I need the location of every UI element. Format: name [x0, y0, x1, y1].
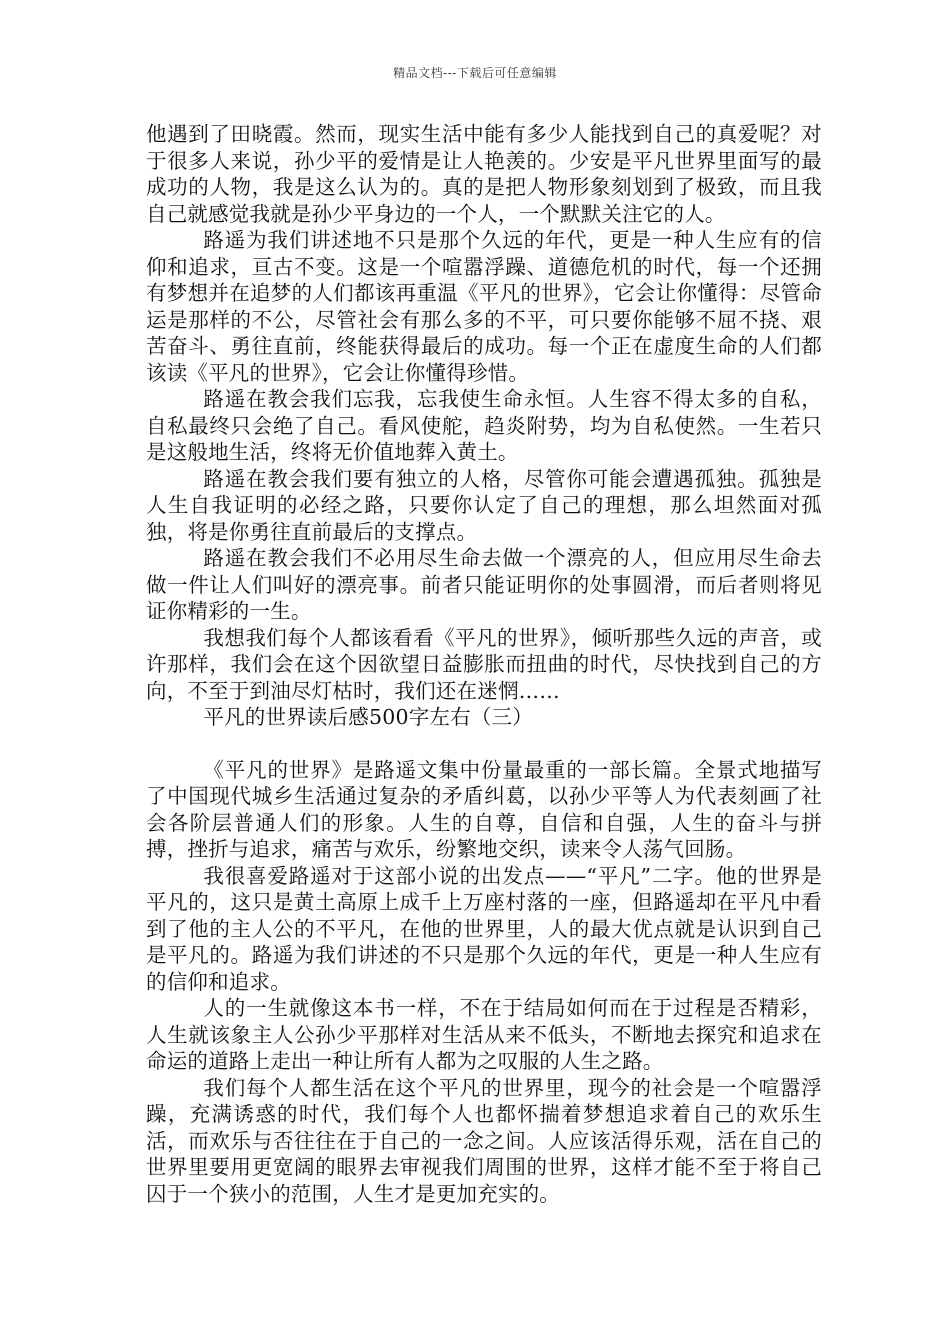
page-header: 精品文档---下载后可任意编辑: [393, 66, 557, 80]
paragraph: 路遥在教会我们不必用尽生命去做一个漂亮的人，但应用尽生命去做一件让人们叫好的漂亮事。前者只能证明你的处事圆滑，而后者则将见证你精彩的一生。: [146, 546, 822, 623]
document-body: [146, 121, 822, 1207]
paragraph: 路遥为我们讲述地不只是那个久远的年代，更是一种人生应有的信仰和追求，亘古不变。这是一个喧嚣浮躁、道德危机的时代，每一个还拥有梦想并在追梦的人们都该再重温《平凡的世界》，它会让你懂得：尽管命运是那样的不公，尽管社会有那么多的不平，可只要你能够不屈不挠、艰苦奋斗、勇往直前，终能获得最后的成功。每一个正在虚度生命的人们都该读《平凡的世界》，它会让你懂得珍惜。: [146, 228, 822, 385]
paragraph: 我们每个人都生活在这个平凡的世界里，现今的社会是一个喧嚣浮躁，充满诱惑的时代，我们每个人也都怀揣着梦想追求着自己的欢乐生活，而欢乐与否往往在于自己的一念之间。人应该活得乐观，活在自己的世界里要用更宽阔的眼界去审视我们周围的世界，这样才能不至于将自己囚于一个狭小的范围，人生才是更加充实的。: [146, 1075, 822, 1206]
section-title: 平凡的世界读后感500字左右（三）: [203, 705, 533, 729]
paragraph: 《平凡的世界》是路遥文集中份量最重的一部长篇。全景式地描写了中国现代城乡生活通过复杂的矛盾纠葛，以孙少平等人为代表刻画了社会各阶层普通人们的形象。人生的自尊，自信和自强，人生的奋斗与拼搏，挫折与追求，痛苦与欢乐，纷繁地交织，读来令人荡气回肠。: [146, 757, 822, 861]
paragraph: 人的一生就像这本书一样，不在于结局如何而在于过程是否精彩，人生就该象主人公孙少平那样对生活从来不低头，不断地去探究和追求在命运的道路上走出一种让所有人都为之叹服的人生之路。: [146, 996, 822, 1073]
paragraph: 我很喜爱路遥对于这部小说的出发点——“平凡”二字。他的世界是平凡的，这只是黄土高原上成千上万座村落的一座，但路遥却在平凡中看到了他的主人公的不平凡，在他的世界里，人的最大优点就是认识到自己是平凡的。路遥为我们讲述的不只是那个久远的年代，更是一种人生应有的信仰和追求。: [146, 863, 822, 994]
paragraph: 路遥在教会我们要有独立的人格，尽管你可能会遭遇孤独。孤独是人生自我证明的必经之路，只要你认定了自己的理想，那么坦然面对孤独，将是你勇往直前最后的支撑点。: [146, 466, 822, 544]
paragraph: 他遇到了田晓霞。然而，现实生活中能有多少人能找到自己的真爱呢？对于很多人来说，孙少平的爱情是让人艳羡的。少安是平凡世界里面写的最成功的人物，我是这么认为的。真的是把人物形象刻划到了极致，而且我自己就感觉我就是孙少平身边的一个人，一个默默关注它的人。: [146, 122, 822, 226]
paragraph: 路遥在教会我们忘我，忘我使生命永恒。人生容不得太多的自私，自私最终只会绝了自己。看风使舵，趋炎附势，均为自私使然。一生若只是这般地生活，终将无价值地葬入黄土。: [146, 387, 822, 464]
paragraph: 我想我们每个人都该看看《平凡的世界》，倾听那些久远的声音，或许那样，我们会在这个因欲望日益膨胀而扭曲的时代，尽快找到自己的方向，不至于到油尽灯枯时，我们还在迷惘……: [146, 625, 822, 703]
